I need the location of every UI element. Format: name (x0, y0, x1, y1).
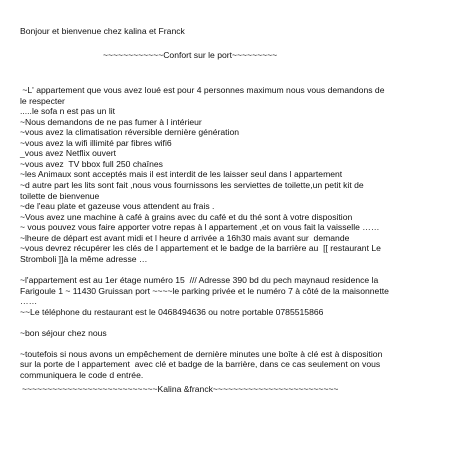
text-line: …… (20, 296, 38, 306)
text-line: Stromboli ]]à la même adresse … (20, 253, 148, 264)
text-line: sur la porte de l appartement avec clé et badge de la barrière, dans ce cas seulement on vous (20, 359, 381, 370)
text-line: ~Nous demandons de ne pas fumer à l intérieur (20, 116, 202, 127)
text-line: ~ vous pouvez vous faire apporter votre repas à l appartement ,et on vous fait la vaisselle …… (20, 222, 380, 233)
text-line: le respecter (20, 95, 65, 106)
signature: ~~~~~~~~~~~~~~~~~~~~~~~~~~~Kalina &franck~~~~~~~~~~~~~~~~~~~~~~~~~ (22, 384, 339, 394)
subtitle: ~~~~~~~~~~~~Confort sur le port~~~~~~~~~ (103, 50, 278, 60)
text-line: ~bon séjour chez nous (20, 327, 107, 338)
text-line: ~Vous avez une machine à café à grains avec du café et du thé sont à votre disposition (20, 211, 353, 222)
text-line: ~~Le téléphone du restaurant est le 0468494636 ou notre portable 0785515866 (20, 306, 324, 317)
text-line: communiquera le code d entrée. (20, 369, 144, 380)
text-line: ~L' appartement que vous avez loué est pour 4 personnes maximum nous vous demandons de (20, 85, 385, 95)
text-line: Farigoule 1 ~ 11430 Gruissan port ~~~~le parking privée et le numéro 7 à côté de la maisonnette (20, 285, 389, 296)
text-line: toilette de bienvenue (20, 190, 100, 201)
text-line: ~vous devrez récupérer les clés de l appartement et le badge de la barrière au [[ restaurant Le (20, 243, 381, 254)
text-line: ~lheure de départ est avant midi et l heure d arrivée a 16h30 mais avant sur demande (20, 232, 350, 243)
text-line: .....le sofa n est pas un lit (20, 106, 116, 117)
text-line: ~d autre part les lits sont fait ,nous vous fournissons les serviettes de toilette,un petit kit de (20, 179, 364, 190)
text-line: ~vous avez la wifi illimité par fibres wifi6 (20, 137, 172, 148)
text-line: ~vous avez TV bbox full 250 chaînes (20, 158, 163, 169)
text-line: ~toutefois si nous avons un empêchement de dernière minutes une boîte à clé est à disposition (20, 348, 383, 359)
text-line: ~l'appartement est au 1er étage numéro 15 /// Adresse 390 bd du pech maynaud residence la (20, 274, 379, 285)
text-line: ~de l'eau plate et gazeuse vous attendent au frais . (20, 201, 215, 212)
text-line: ~les Animaux sont acceptés mais il est interdit de les laisser seul dans l appartement (20, 169, 343, 180)
text-line: ~vous avez la climatisation réversible dernière génération (20, 127, 240, 138)
greeting: Bonjour et bienvenue chez kalina et Franck (20, 26, 185, 36)
text-line: _vous avez Netflix ouvert (20, 148, 117, 159)
